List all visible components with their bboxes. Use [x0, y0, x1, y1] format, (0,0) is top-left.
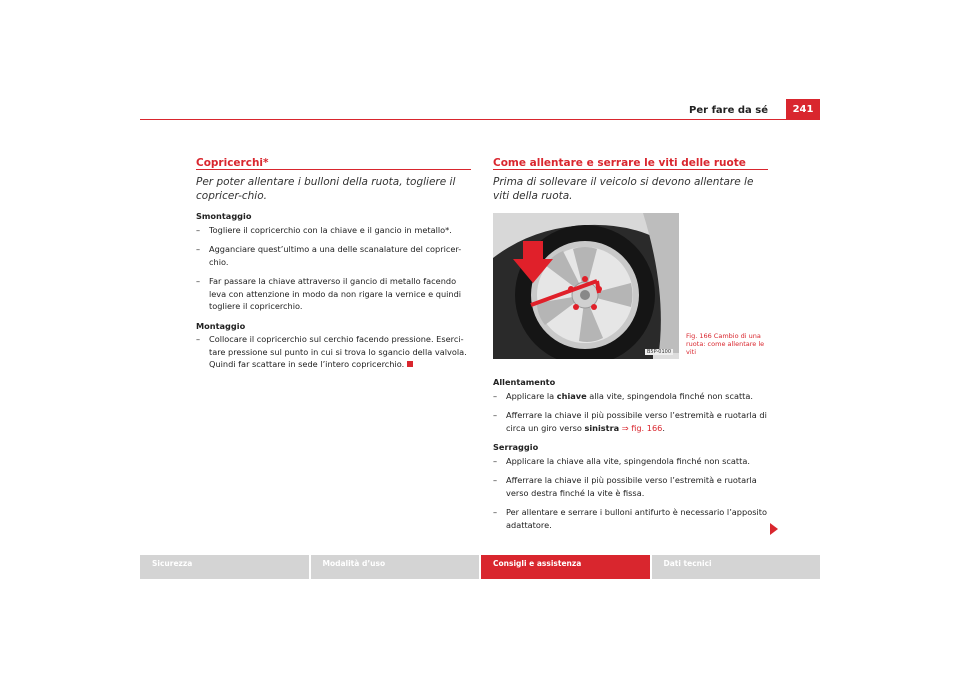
footer-nav: [140, 555, 820, 579]
list-item: – Collocare il copricerchio sul cerchio facendo pressione. Eserci-tare pressione sul punto in cui si trova lo sgancio della valvola. Quindi far scattare in sede l’intero copricerchio.: [196, 333, 471, 371]
left-body: [196, 210, 471, 378]
subheading-serraggio: Serraggio: [493, 442, 539, 452]
right-body: [493, 376, 773, 538]
subheading-montaggio: Montaggio: [196, 320, 246, 331]
list-item: – Agganciare quest’ultimo a una delle scanalature del copricer-chio.: [196, 243, 471, 268]
heading-rule: [196, 169, 471, 170]
list-item: – Togliere il copricerchio con la chiave e il gancio in metallo*.: [196, 224, 471, 237]
section-heading-viti: Come allentare e serrare le viti delle ruote: [493, 157, 746, 169]
next-page-arrow-icon[interactable]: [770, 523, 778, 535]
wheel-with-wrench-icon: [493, 213, 679, 359]
page-number: 241: [786, 99, 820, 119]
figure-wheel-image: [493, 213, 679, 359]
section-heading-copricerchi: Copricerchi*: [196, 157, 269, 169]
section-intro: Prima di sollevare il veicolo si devono allentare le viti della ruota.: [493, 176, 754, 202]
figure-code: B5P-0100: [646, 349, 671, 355]
figure-caption: Fig. 166 Cambio di una ruota: come allentare le viti: [686, 332, 765, 356]
list-item: – Per allentare e serrare i bulloni antifurto è necessario l’apposito adattatore.: [493, 506, 773, 531]
section-intro: Per poter allentare i bulloni della ruota, togliere il copricer-chio.: [196, 176, 456, 202]
heading-rule: [493, 169, 768, 170]
list-item: – Applicare la chiave alla vite, spingendola finché non scatta.: [493, 390, 773, 403]
tab-dati-tecnici[interactable]: Dati tecnici: [652, 555, 821, 579]
subheading-smontaggio: Smontaggio: [196, 211, 252, 221]
list-item: – Applicare la chiave alla vite, spingendola finché non scatta.: [493, 455, 773, 468]
header-rule: [140, 119, 820, 120]
subheading-allentamento: Allentamento: [493, 377, 556, 387]
list-item: – Afferrare la chiave il più possibile verso l’estremità e ruotarla verso destra finché la vite è fissa.: [493, 474, 773, 499]
running-header-title: Per fare da sé: [689, 105, 768, 116]
tab-sicurezza[interactable]: Sicurezza: [140, 555, 309, 579]
tab-consigli-assistenza[interactable]: Consigli e assistenza: [481, 555, 650, 579]
tab-modalita-uso[interactable]: Modalità d’uso: [311, 555, 480, 579]
list-item: – Afferrare la chiave il più possibile verso l’estremità e ruotarla di circa un giro verso sinistra ⇒ fig. 166.: [493, 409, 773, 434]
figure-reference-link[interactable]: ⇒ fig. 166: [619, 422, 663, 433]
end-of-section-icon: [407, 361, 413, 367]
list-item: – Far passare la chiave attraverso il gancio di metallo facendo leva con attenzione in modo da non rigare la vernice e quindi togliere il copricerchio.: [196, 275, 471, 313]
